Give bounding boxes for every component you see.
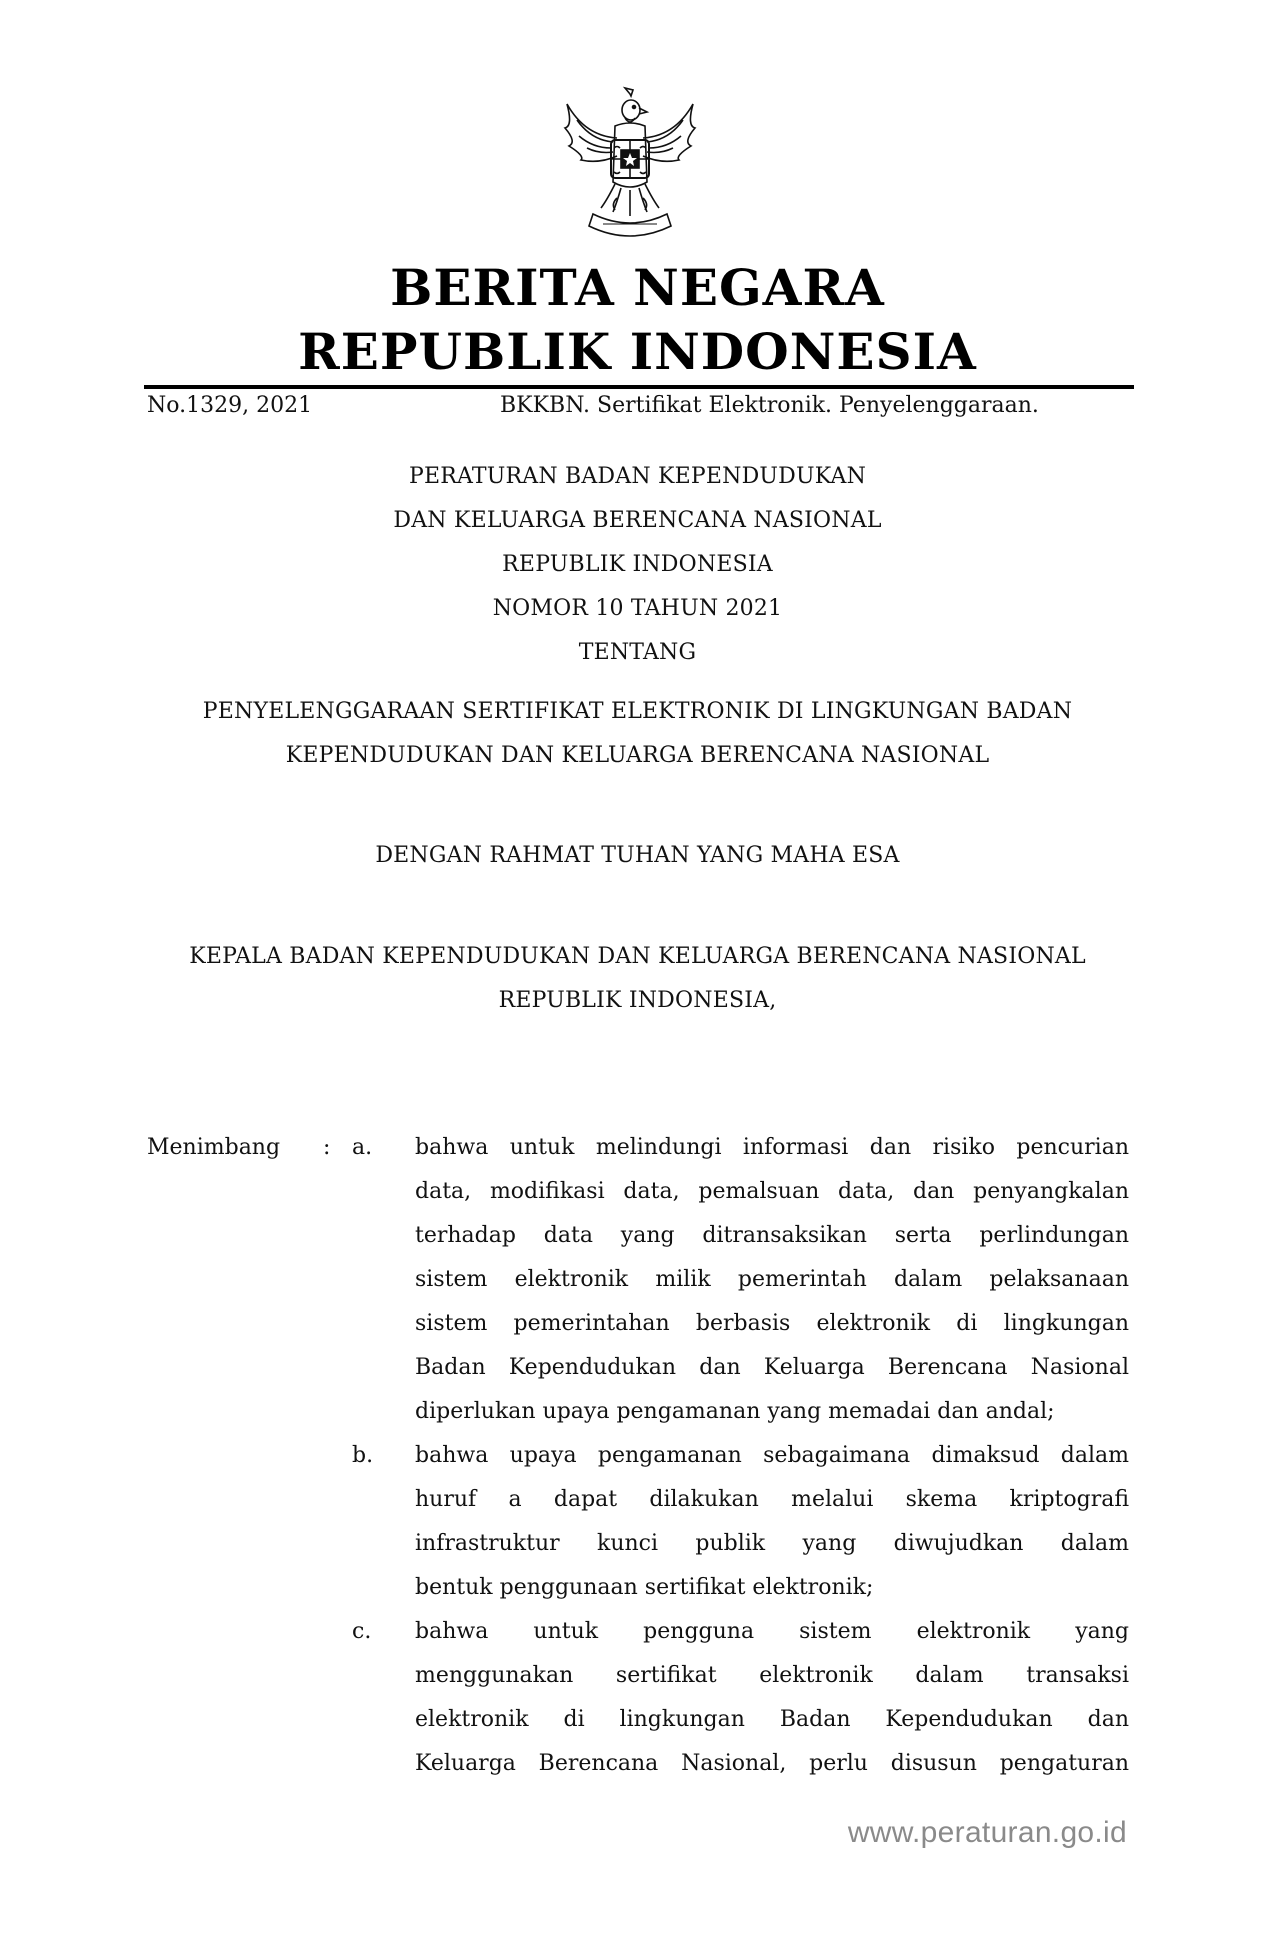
item-a-line: bahwa untuk melindungi informasi dan risiko pencurian (415, 1135, 1129, 1160)
regulation-line: PERATURAN BADAN KEPENDUDUKAN (408, 464, 867, 489)
garuda-emblem-icon (555, 86, 705, 246)
gazette-number: No.1329, 2021 (147, 393, 313, 418)
regulation-line: NOMOR 10 TAHUN 2021 (492, 596, 783, 621)
item-b-line: bahwa upaya pengamanan sebagaimana dimaksud dalam (415, 1443, 1129, 1468)
item-b-line: huruf a dapat dilakukan melalui skema kriptografi (415, 1487, 1129, 1512)
regulation-subject-line: KEPENDUDUKAN DAN KELUARGA BERENCANA NASIONAL (285, 743, 990, 768)
regulation-subject-line: PENYELENGGARAAN SERTIFIKAT ELEKTRONIK DI LINGKUNGAN BADAN (202, 699, 1073, 724)
regulation-line: DAN KELUARGA BERENCANA NASIONAL (393, 508, 882, 533)
menimbang-label: Menimbang (147, 1135, 281, 1160)
header-rule (144, 385, 1134, 389)
item-a-line: data, modifikasi data, pemalsuan data, dan penyangkalan (415, 1179, 1129, 1204)
item-a-line: terhadap data yang ditransaksikan serta perlindungan (415, 1223, 1129, 1248)
item-c-line: Keluarga Berencana Nasional, perlu disusun pengaturan (415, 1751, 1129, 1776)
source-watermark: www.peraturan.go.id (847, 1816, 1127, 1849)
item-marker: c. (352, 1619, 372, 1644)
item-marker: b. (352, 1443, 374, 1468)
authority-line: REPUBLIK INDONESIA, (498, 988, 777, 1013)
item-b-line: bentuk penggunaan sertifikat elektronik; (415, 1575, 874, 1600)
gazette-subject: BKKBN. Sertifikat Elektronik. Penyelenggaraan. (500, 393, 1039, 418)
item-a-line: diperlukan upaya pengamanan yang memadai dan andal; (415, 1399, 1055, 1424)
menimbang-colon: : (323, 1135, 331, 1160)
item-a-line: sistem elektronik milik pemerintah dalam pelaksanaan (415, 1267, 1129, 1292)
authority-line: KEPALA BADAN KEPENDUDUKAN DAN KELUARGA BERENCANA NASIONAL (189, 944, 1086, 969)
item-b-line: infrastruktur kunci publik yang diwujudkan dalam (415, 1531, 1129, 1556)
regulation-line: TENTANG (578, 640, 697, 665)
gazette-title-line-2: REPUBLIK INDONESIA (298, 322, 977, 381)
item-c-line: elektronik di lingkungan Badan Kependudukan dan (415, 1707, 1129, 1732)
regulation-line: REPUBLIK INDONESIA (502, 552, 773, 577)
blessing-line: DENGAN RAHMAT TUHAN YANG MAHA ESA (375, 843, 900, 868)
gazette-title-line-1: BERITA NEGARA (390, 258, 885, 317)
item-a-line: Badan Kependudukan dan Keluarga Berencana Nasional (415, 1355, 1129, 1380)
item-a-line: sistem pemerintahan berbasis elektronik di lingkungan (415, 1311, 1129, 1336)
item-c-line: bahwa untuk pengguna sistem elektronik yang (415, 1619, 1129, 1644)
item-c-line: menggunakan sertifikat elektronik dalam transaksi (415, 1663, 1129, 1688)
item-marker: a. (352, 1135, 373, 1160)
